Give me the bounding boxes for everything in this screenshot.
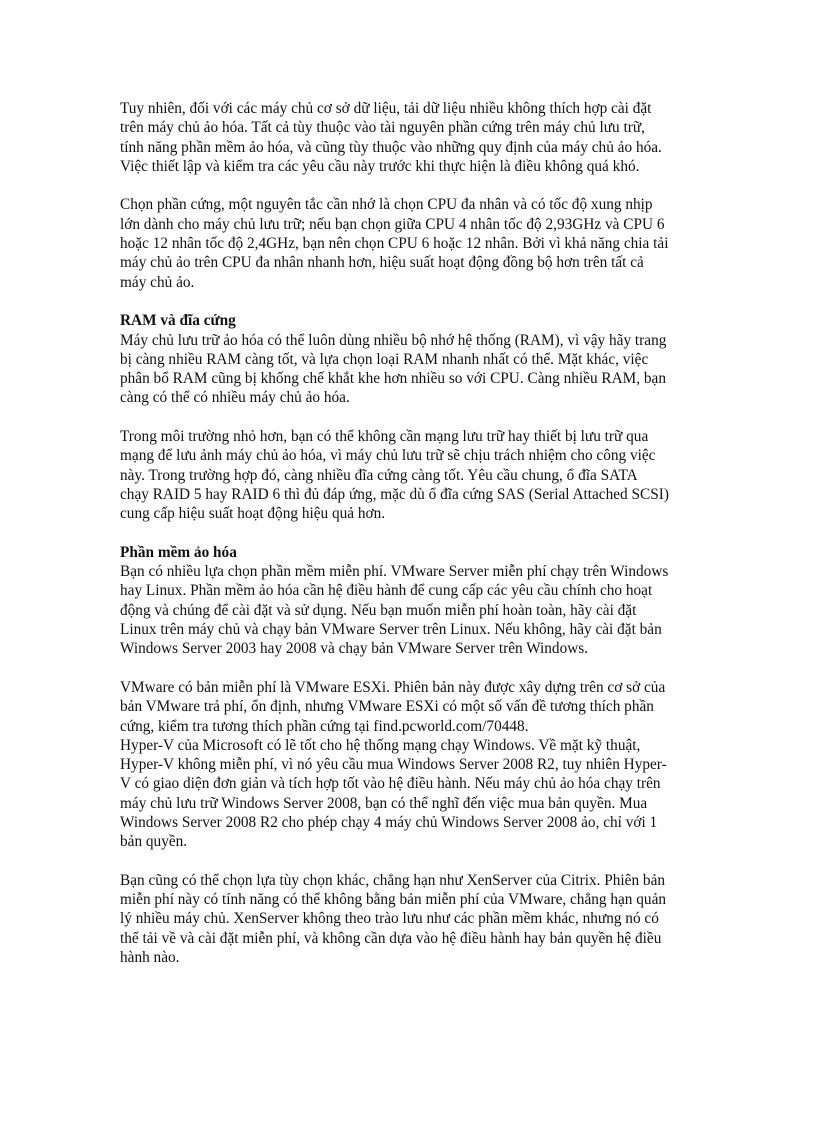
text-line: Windows Server 2003 hay 2008 và chạy bản VMware Server trên Windows. <box>120 640 589 658</box>
text-line: lý nhiều máy chủ. XenServer không theo trào lưu như các phần mềm khác, nhưng nó có <box>120 910 659 928</box>
text-line: Linux trên máy chủ và chạy bản VMware Server trên Linux. Nếu không, hãy cài đặt bản <box>120 621 662 639</box>
text-line: thể tải về và cài đặt miễn phí, và không cần dựa vào hệ điều hành hay bản quyền hệ điều <box>120 929 662 947</box>
text-line: Chọn phần cứng, một nguyên tắc cần nhớ là chọn CPU đa nhân và có tốc độ xung nhịp <box>120 196 653 214</box>
text-line: bản quyền. <box>120 833 188 851</box>
text-line: Bạn có nhiều lựa chọn phần mềm miễn phí. VMware Server miễn phí chạy trên Windows <box>120 563 669 581</box>
paragraph-gap <box>120 852 700 871</box>
text-line: Windows Server 2008 R2 cho phép chạy 4 máy chủ Windows Server 2008 ảo, chỉ với 1 <box>120 813 658 831</box>
text-line: cứng, kiểm tra tương thích phần cứng tại find.pcworld.com/70448. <box>120 717 529 735</box>
text-line: Hyper-V của Microsoft có lẽ tốt cho hệ thống mạng chạy Windows. Về mặt kỹ thuật, <box>120 736 641 754</box>
text-line: hoặc 12 nhân tốc độ 2,4GHz, bạn nên chọn CPU 6 hoặc 12 nhân. Bởi vì khả năng chia tải <box>120 235 669 253</box>
paragraph-gap <box>120 292 700 311</box>
paragraph-vmware-hyperv <box>120 678 700 852</box>
section-software <box>120 543 700 659</box>
paragraph-intro <box>120 99 700 176</box>
text-line: Việc thiết lập và kiểm tra các yêu cầu này trước khi thực hiện là điều không quá khó. <box>120 157 640 175</box>
text-line: bị càng nhiều RAM càng tốt, và lựa chọn loại RAM nhanh nhất có thể. Mặt khác, việc <box>120 350 649 368</box>
text-line: hay Linux. Phần mềm ảo hóa cần hệ điều hành để cung cấp các yêu cầu chính cho hoạt <box>120 582 653 600</box>
text-line: động và chúng để cài đặt và sử dụng. Nếu bạn muốn miễn phí hoàn toàn, hãy cài đặt <box>120 601 637 619</box>
section-ram <box>120 311 700 407</box>
text-line: lớn dành cho máy chủ lưu trữ; nếu bạn chọn giữa CPU 4 nhân tốc độ 2,93GHz và CPU 6 <box>120 215 665 233</box>
text-line: máy chủ ảo trên CPU đa nhân nhanh hơn, hiệu suất hoạt động đồng bộ hơn trên tất cả <box>120 254 644 272</box>
text-line: chạy RAID 5 hay RAID 6 thì đủ đáp ứng, mặc dù ổ đĩa cứng SAS (Serial Attached SCSI) <box>120 485 669 503</box>
text-line: Hyper-V không miễn phí, vì nó yêu cầu mua Windows Server 2008 R2, tuy nhiên Hyper- <box>120 756 667 774</box>
text-line: máy chủ lưu trữ Windows Server 2008, bạn có thể nghĩ đến việc mua bản quyền. Mua <box>120 794 648 812</box>
text-line: phân bổ RAM cũng bị khống chế khắt khe hơn nhiều so với CPU. Càng nhiều RAM, bạn <box>120 370 666 388</box>
text-line: Trong môi trường nhỏ hơn, bạn có thể không cần mạng lưu trữ hay thiết bị lưu trữ qua <box>120 428 649 446</box>
text-line: Bạn cũng có thể chọn lựa tùy chọn khác, chẳng hạn như XenServer của Citrix. Phiên bản <box>120 871 666 889</box>
paragraph-storage <box>120 427 700 523</box>
paragraph-gap <box>120 524 700 543</box>
paragraph-gap <box>120 176 700 195</box>
paragraph-gap <box>120 408 700 427</box>
text-line: càng có thể có nhiều máy chủ ảo hóa. <box>120 389 350 407</box>
section-heading: Phần mềm ảo hóa <box>120 543 237 561</box>
section-heading: RAM và đĩa cứng <box>120 312 236 330</box>
text-line: miễn phí này có tính năng có thể không bằng bản miễn phí của VMware, chẳng hạn quản <box>120 891 667 909</box>
text-line: Tuy nhiên, đối với các máy chủ cơ sở dữ liệu, tải dữ liệu nhiều không thích hợp cài đặt <box>120 100 652 117</box>
paragraph-xenserver <box>120 871 700 967</box>
document-page <box>120 99 700 967</box>
text-line: máy chủ ảo. <box>120 273 195 291</box>
text-line: V có giao diện đơn giản và tích hợp tốt vào hệ điều hành. Nếu máy chủ ảo hóa chạy trên <box>120 775 661 793</box>
text-line: cung cấp hiệu suất hoạt động hiệu quả hơn. <box>120 505 386 523</box>
text-line: hành nào. <box>120 949 180 967</box>
paragraph-gap <box>120 659 700 678</box>
text-line: trên máy chủ ảo hóa. Tất cả tùy thuộc vào tài nguyên phần cứng trên máy chủ lưu trữ, <box>120 119 645 137</box>
text-line: bản VMware trả phí, ổn định, nhưng VMware ESXi có một số vấn đề tương thích phần <box>120 698 654 716</box>
paragraph-hardware <box>120 195 700 291</box>
text-line: tính năng phần mềm ảo hóa, và cũng tùy thuộc vào những quy định của máy chủ ảo hóa. <box>120 138 662 156</box>
text-line: Máy chủ lưu trữ ảo hóa có thể luôn dùng nhiều bộ nhớ hệ thống (RAM), vì vậy hãy trang <box>120 331 667 349</box>
text-line: này. Trong trường hợp đó, càng nhiều đĩa cứng càng tốt. Yêu cầu chung, ổ đĩa SATA <box>120 466 638 484</box>
text-line: VMware có bản miễn phí là VMware ESXi. Phiên bản này được xây dựng trên cơ sở của <box>120 678 666 696</box>
text-line: mạng để lưu ảnh máy chủ ảo hóa, vì máy chủ lưu trữ sẽ chịu trách nhiệm cho công việc <box>120 447 656 465</box>
